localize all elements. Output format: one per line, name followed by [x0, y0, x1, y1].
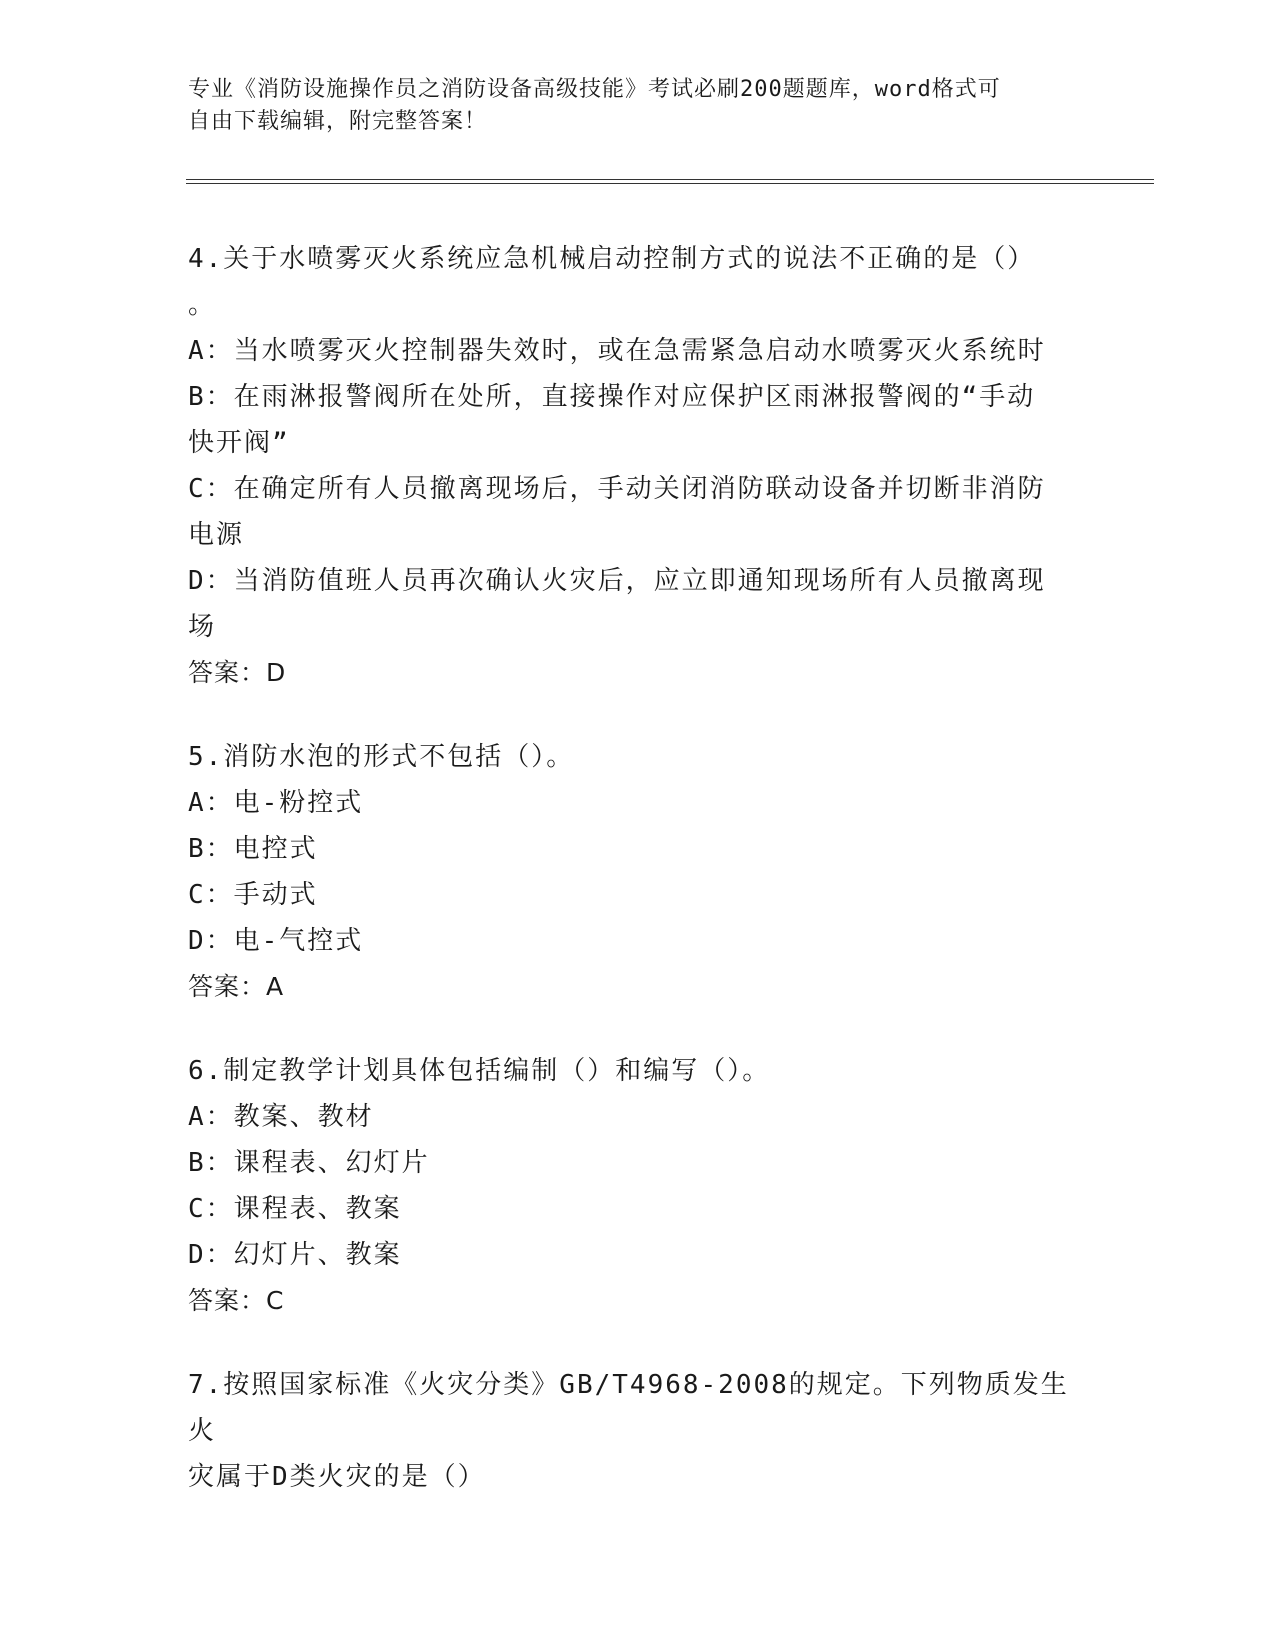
question-line: 灾属于D类火灾的是（）	[188, 1462, 486, 1492]
question-stem: 5.消防水泡的形式不包括（）。	[188, 742, 575, 772]
question-stem: 6.制定教学计划具体包括编制（）和编写（）。	[188, 1056, 771, 1086]
answer-line: 答案：C	[188, 1286, 285, 1315]
document-header	[188, 74, 1068, 138]
answer-line: 答案：A	[188, 972, 285, 1001]
question-stem: 7.按照国家标准《火灾分类》GB/T4968-2008的规定。下列物质发生火	[188, 1370, 1069, 1446]
answer-line: 答案：D	[188, 658, 287, 687]
question-line: 。	[188, 290, 217, 320]
question-line: C：课程表、教案	[188, 1194, 402, 1224]
question-block	[188, 734, 1088, 1010]
question-list	[188, 236, 1088, 1500]
question-block	[188, 236, 1088, 696]
question-line: C：在确定所有人员撤离现场后，手动关闭消防联动设备并切断非消防	[188, 474, 1046, 504]
header-divider-top	[186, 179, 1154, 180]
question-line: A：当水喷雾灭火控制器失效时，或在急需紧急启动水喷雾灭火系统时	[188, 336, 1046, 366]
question-line: D：电-气控式	[188, 926, 364, 956]
header-line-2: 自由下载编辑，附完整答案！	[188, 109, 488, 134]
question-line: A：教案、教材	[188, 1102, 374, 1132]
header-divider-bottom	[186, 183, 1154, 184]
question-stem: 4.关于水喷雾灭火系统应急机械启动控制方式的说法不正确的是（）	[188, 244, 1036, 274]
question-line: B：在雨淋报警阀所在处所，直接操作对应保护区雨淋报警阀的“手动	[188, 382, 1036, 412]
question-block	[188, 1362, 1088, 1500]
question-line: 快开阀”	[188, 428, 290, 458]
question-line: C：手动式	[188, 880, 318, 910]
question-line: D：当消防值班人员再次确认火灾后，应立即通知现场所有人员撤离现	[188, 566, 1046, 596]
question-line: B：课程表、幻灯片	[188, 1148, 430, 1178]
question-block	[188, 1048, 1088, 1324]
question-line: A：电-粉控式	[188, 788, 364, 818]
header-line-1: 专业《消防设施操作员之消防设备高级技能》考试必刷200题题库，word格式可	[188, 77, 1001, 102]
question-line: D：幻灯片、教案	[188, 1240, 402, 1270]
question-line: B：电控式	[188, 834, 318, 864]
question-line: 场	[188, 612, 217, 642]
question-line: 电源	[188, 520, 245, 550]
